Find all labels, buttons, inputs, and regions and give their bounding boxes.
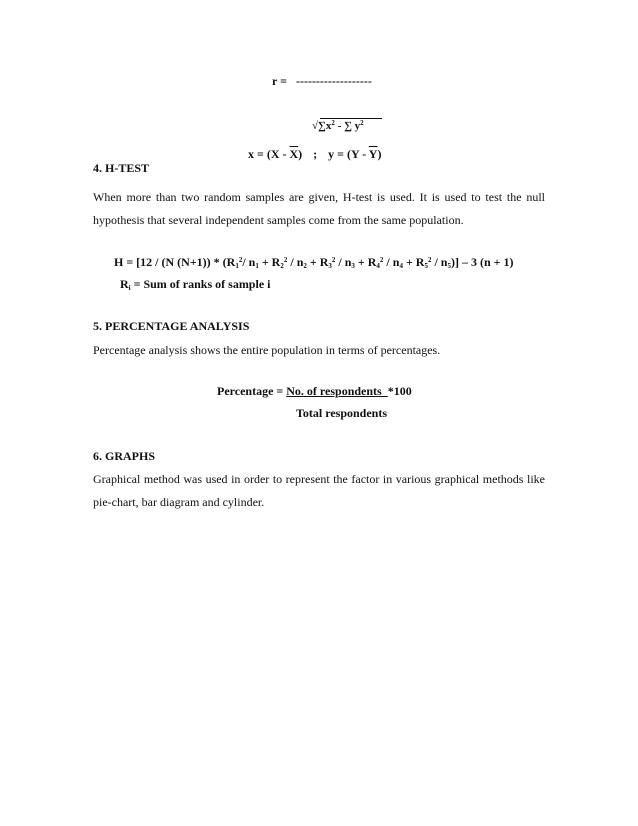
h-formula-sup: 2 [427,256,432,264]
r-denominator [312,119,364,132]
h-formula-sub: 4 [399,262,403,270]
h-formula-sup: 2 [379,256,384,264]
h-formula-part: / n [242,255,256,269]
h-formula-sub: 2 [303,262,307,270]
h-formula-part: H = [12 / (N (N+1)) * (R [114,255,236,269]
percentage-formula [217,384,412,399]
h-formula-sub: 1 [235,262,239,270]
section-body-percentage-analysis: Percentage analysis shows the entire population in terms of percentages. [93,343,441,357]
section-heading-graphs: 6. GRAPHS [93,449,156,463]
sum-x-term: ∑x [318,120,332,132]
r-formula-dashes: ------------------- [295,74,372,88]
h-formula-part: / n [431,255,448,269]
h-formula [114,255,513,270]
x-definition-end: ) [298,147,303,161]
h-formula-part: + R [354,255,377,269]
h-formula-sup: 2 [331,256,336,264]
h-formula-part: + R [258,255,281,269]
y-mean: $\overline{Y}$ [368,147,378,161]
sum-y-exponent: 2 [360,119,364,127]
rank-definition [120,277,270,292]
rank-subscript: i [128,284,131,292]
h-formula-sub: 1 [255,262,259,270]
y-definition-end: ) [377,147,382,161]
h-formula-sub: 5 [424,262,428,270]
definition-separator: ; [313,147,318,161]
h-formula-sub: 5 [447,262,451,270]
y-definition-start: y = (Y - [328,147,369,161]
x-definition-start: x = (X - [248,147,290,161]
section-body-h-test: When more than two random samples are given, H-test is used. It is used to test the null hypothesis that several independent samples come from the same population. [93,190,545,227]
h-formula-part: / n [383,255,400,269]
rank-symbol: R [120,277,129,291]
section-body-graphs: Graphical method was used in order to represent the factor in various graphical methods like pie-chart, bar diagram and cylinder. [93,472,545,509]
h-formula-sub: 2 [280,262,284,270]
section-heading-h-test: 4. H-TEST [93,161,150,175]
r-formula-line [272,74,372,89]
h-formula-sub: 3 [351,262,355,270]
percentage-numerator: No. of respondents [286,384,388,398]
h-formula-sub: 4 [376,262,380,270]
percentage-denominator: Total respondents [296,406,388,420]
sum-x-exponent: 2 [331,119,335,127]
h-formula-sub: 3 [328,262,332,270]
xy-definitions [248,147,381,162]
minus-sign: - [334,120,345,132]
h-formula-part: )] – 3 (n + 1) [450,255,514,269]
r-formula-lhs: r = [272,74,287,88]
percentage-multiplier: *100 [387,384,412,398]
x-mean: $\overline{X}$ [289,147,299,161]
percentage-lhs: Percentage = [217,384,287,398]
h-formula-part: + R [306,255,329,269]
h-formula-sup: 2 [283,256,288,264]
h-formula-part: / n [287,255,304,269]
rank-text: = Sum of ranks of sample i [130,277,271,291]
h-formula-part: + R [402,255,425,269]
h-formula-part: / n [335,255,352,269]
section-heading-percentage-analysis: 5. PERCENTAGE ANALYSIS [93,319,250,333]
sqrt-symbol: √ [312,120,319,132]
h-formula-sup: 2 [238,256,243,264]
sum-y-term: ∑ y [344,120,361,132]
